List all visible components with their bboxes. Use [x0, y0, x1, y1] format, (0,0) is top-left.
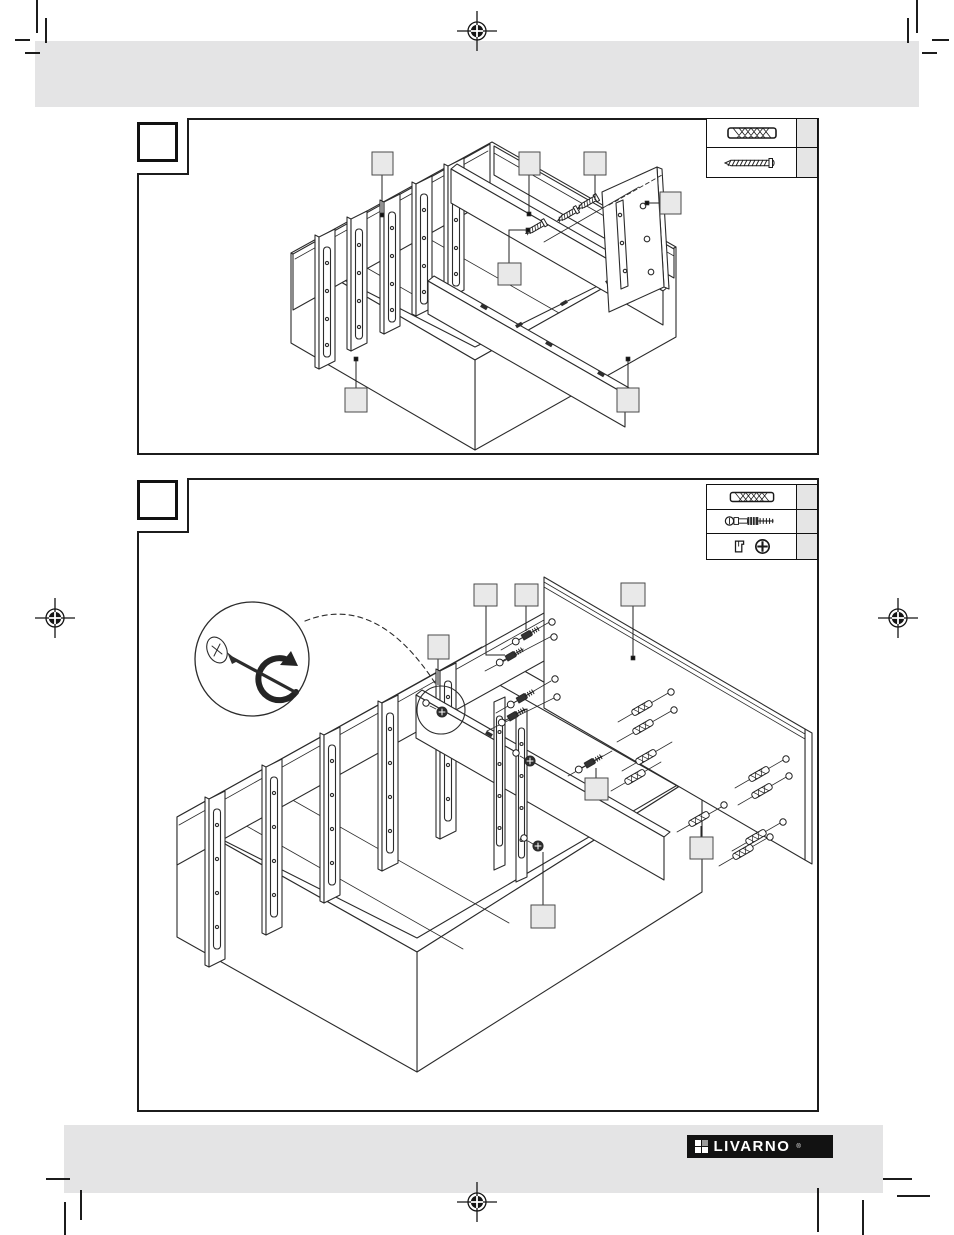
step-2-panel [137, 478, 819, 1112]
assembly-diagram-step-1 [139, 120, 817, 453]
part-callout-box [474, 584, 497, 606]
part-callout-box [519, 152, 540, 175]
step-1-panel [137, 118, 819, 455]
part-callout-box [585, 778, 608, 800]
part-callout-box [617, 388, 639, 412]
part-callout-box [498, 263, 521, 285]
livarno-wordmark: LIVARNO [713, 1138, 791, 1155]
registration-mark-top-center-icon [457, 11, 497, 51]
part-callout-box [515, 584, 538, 606]
part-callout-box [621, 583, 645, 606]
part-callout-box [428, 635, 449, 659]
part-callout-box [345, 388, 367, 412]
part-callout-box [690, 837, 713, 859]
registration-mark-bottom-center-icon [457, 1182, 497, 1222]
detail-pointer-dashed-line [305, 614, 437, 686]
livarno-mark-icon [695, 1140, 708, 1153]
part-callout-box [531, 905, 555, 928]
brand-logo [687, 1135, 833, 1158]
trademark-symbol: ® [796, 1143, 801, 1150]
part-callout-box [372, 152, 393, 175]
registration-mark-middle-right-icon [878, 598, 918, 638]
part-callout-box [660, 192, 681, 214]
assembly-diagram-step-2 [139, 480, 817, 1110]
part-callout-box [584, 152, 606, 175]
detail-magnifier-circle [195, 602, 309, 716]
registration-mark-middle-left-icon [35, 598, 75, 638]
